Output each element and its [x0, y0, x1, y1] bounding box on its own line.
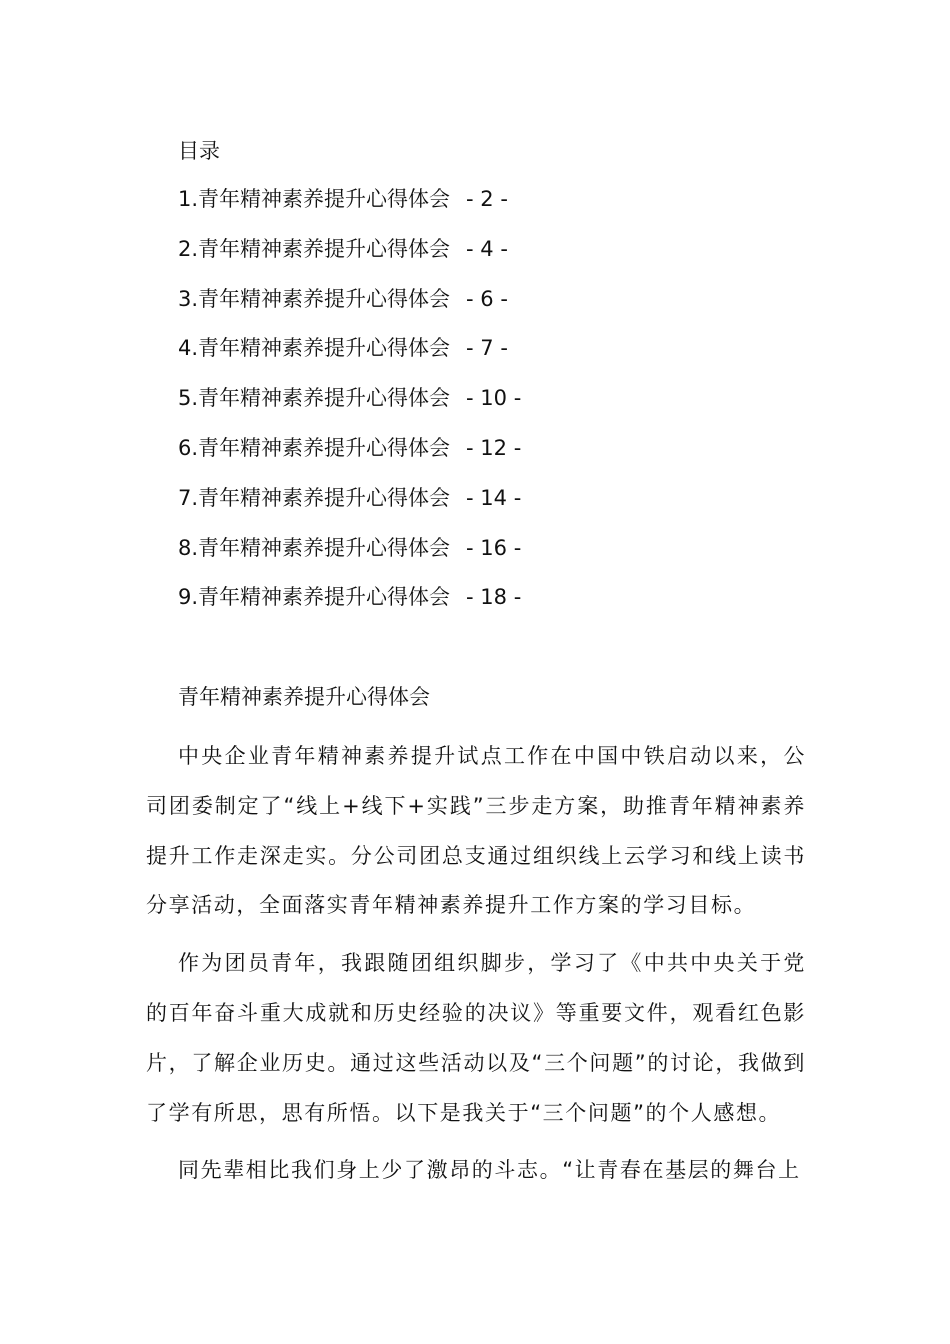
toc-entry-page: - 10 - — [466, 386, 522, 411]
article-title: 青年精神素养提升心得体会 — [178, 685, 430, 709]
toc-entry-title: 4.青年精神素养提升心得体会 — [178, 336, 451, 361]
toc-entry-title: 7.青年精神素养提升心得体会 — [178, 485, 451, 510]
toc-entry[interactable] — [178, 483, 521, 533]
toc-entry[interactable] — [178, 533, 521, 583]
toc-entry-page: - 6 - — [466, 286, 508, 311]
toc-entry-title: 6.青年精神素养提升心得体会 — [178, 435, 451, 460]
toc-title: 目录 — [178, 139, 220, 163]
toc-entry-page: - 18 - — [466, 585, 522, 610]
table-of-contents — [178, 184, 521, 632]
toc-entry-title: 3.青年精神素养提升心得体会 — [178, 286, 451, 311]
toc-entry[interactable] — [178, 234, 521, 284]
paragraph: 作为团员青年，我跟随团组织脚步，学习了《中共中央关于党的百年奋斗重大成就和历史经验的决议》等重要文件，观看红色影片，了解企业历史。通过这些活动以及“三个问题”的讨论，我做到了学有所思，思有所悟。以下是我关于“三个问题”的个人感想。 — [146, 951, 806, 1125]
paragraph: 中央企业青年精神素养提升试点工作在中国中铁启动以来，公司团委制定了“线上+线下+实践”三步走方案，助推青年精神素养提升工作走深走实。分公司团总支通过组织线上云学习和线上读书分享活动，全面落实青年精神素养提升工作方案的学习目标。 — [146, 744, 806, 918]
toc-entry[interactable] — [178, 383, 521, 433]
toc-entry[interactable] — [178, 433, 521, 483]
toc-entry[interactable] — [178, 284, 521, 334]
toc-entry-title: 5.青年精神素养提升心得体会 — [178, 386, 451, 411]
toc-entry[interactable] — [178, 333, 521, 383]
paragraph: 同先辈相比我们身上少了激昂的斗志。“让青春在基层的舞台上 — [178, 1158, 801, 1183]
toc-entry-page: - 16 - — [466, 535, 522, 560]
toc-entry[interactable] — [178, 582, 521, 632]
toc-entry[interactable] — [178, 184, 521, 234]
toc-entry-page: - 7 - — [466, 336, 508, 361]
toc-entry-title: 8.青年精神素养提升心得体会 — [178, 535, 451, 560]
toc-entry-page: - 2 - — [466, 187, 508, 211]
toc-entry-title: 9.青年精神素养提升心得体会 — [178, 585, 451, 610]
toc-entry-page: - 14 - — [466, 485, 522, 510]
toc-entry-page: - 12 - — [466, 435, 522, 460]
toc-entry-title: 2.青年精神素养提升心得体会 — [178, 236, 451, 261]
article-body — [146, 732, 806, 1204]
toc-entry-page: - 4 - — [466, 236, 508, 261]
toc-entry-title: 1.青年精神素养提升心得体会 — [178, 187, 451, 211]
